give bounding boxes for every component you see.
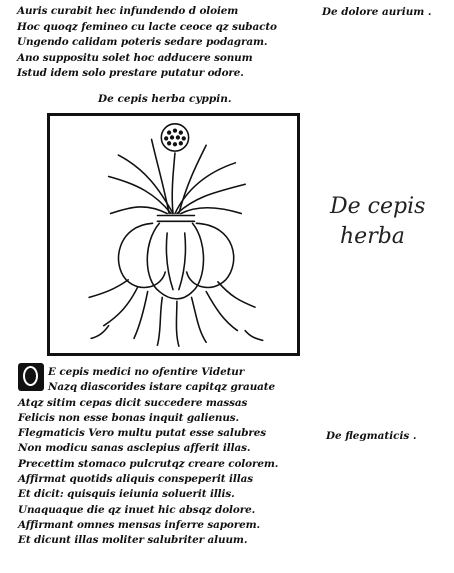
verse-line: Ano suppositu solet hoc adducere sonum bbox=[17, 51, 253, 64]
margin-note-bottom: De flegmaticis . bbox=[326, 430, 417, 442]
verse-line: Et dicit: quisquis ieiunia soluerit illis. bbox=[18, 488, 235, 501]
verse-line: Affirmat quotids aliquis conspeperit illas bbox=[18, 473, 253, 486]
margin-note-top: De dolore aurium . bbox=[322, 6, 432, 18]
handwritten-line: De cepis bbox=[330, 194, 426, 219]
verse-line: Non modicu sanas asclepius afferit illas. bbox=[18, 442, 251, 455]
verse-line: Unaquaque die qz inuet hic absqz dolore. bbox=[18, 503, 256, 516]
verse-line: Precettim stomaco pulcrutqz creare colorem. bbox=[18, 457, 279, 470]
verse-line: Felicis non esse bonas inquit galienus. bbox=[18, 411, 240, 424]
verse-line bbox=[18, 380, 278, 395]
verse-line: Istud idem solo prestare putatur odore. bbox=[17, 67, 244, 80]
onion-woodcut-illustration bbox=[47, 113, 300, 356]
handwritten-line: herba bbox=[340, 224, 405, 249]
verse-line-text: E cepis medici no ofentire Videtur bbox=[48, 366, 245, 378]
verse-line: Atqz sitim cepas dicit succedere massas bbox=[18, 396, 248, 409]
verse-line bbox=[18, 365, 278, 380]
woodcut-caption: De cepis herba cyppin. bbox=[98, 93, 232, 105]
verse-line: Affirmant omnes mensas inferre saporem. bbox=[18, 518, 261, 531]
verse-line: Ungendo calidam poteris sedare podagram. bbox=[17, 36, 268, 49]
top-verse-block bbox=[17, 4, 277, 82]
verse-line: Hoc quoqz femineo cu lacte ceoce qz subacto bbox=[17, 20, 277, 33]
bottom-verse-block bbox=[18, 365, 278, 549]
verse-line: Et dicunt illas moliter salubriter aluum. bbox=[18, 534, 248, 547]
verse-line: Auris curabit hec infundendo d oloiem bbox=[17, 5, 239, 17]
onion-plant-drawing bbox=[50, 116, 297, 353]
verse-line: Flegmaticis Vero multu putat esse salubres bbox=[18, 427, 267, 440]
handwritten-margin-note bbox=[330, 192, 425, 252]
verse-line-text: Nazq diascorides istare capitqz grauate bbox=[48, 381, 275, 394]
